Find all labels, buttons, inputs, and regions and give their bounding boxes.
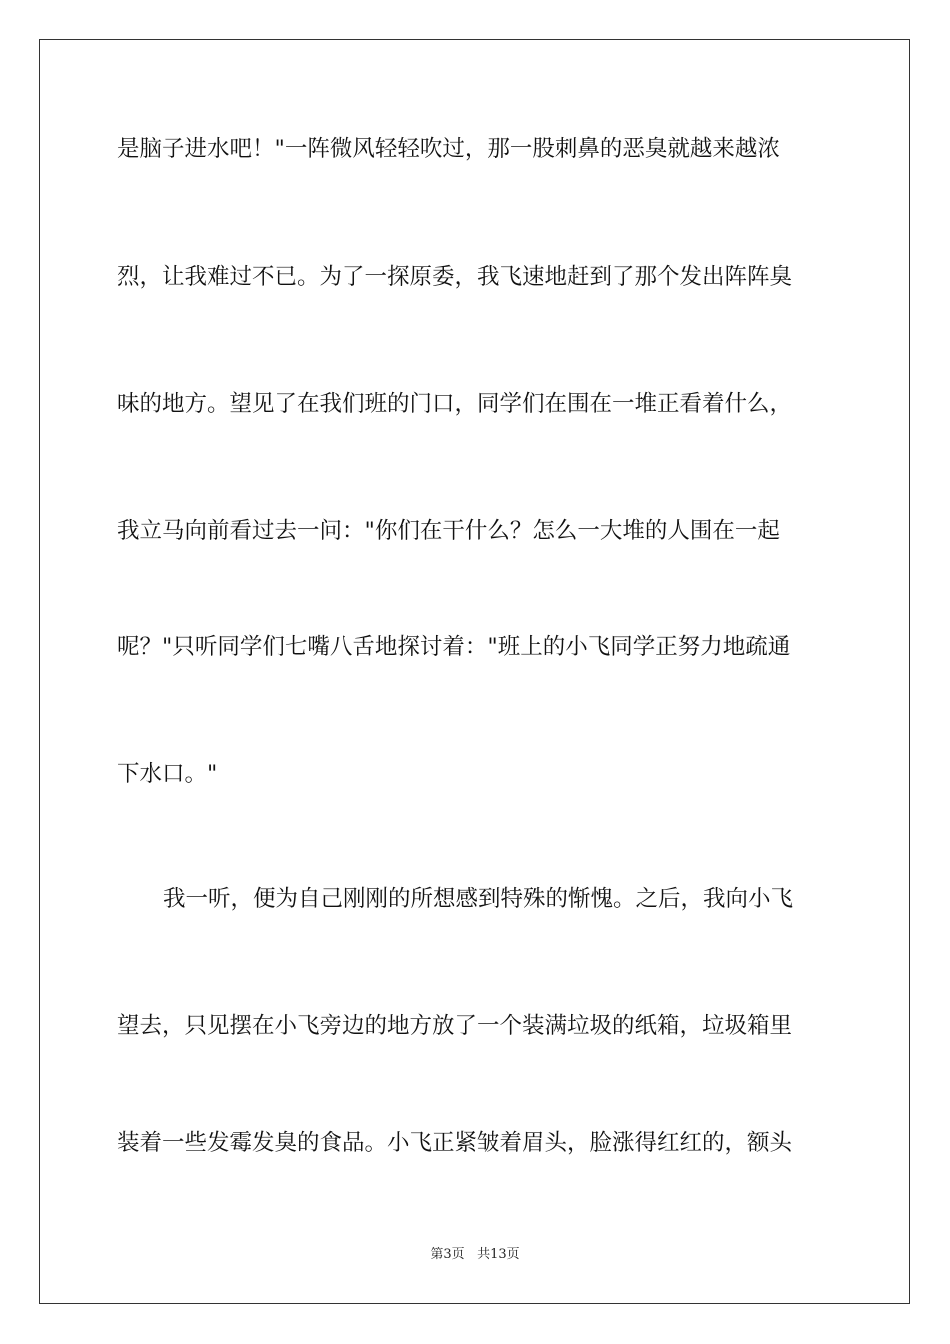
text-line-9: 装着一些发霉发臭的食品。小飞正紧皱着眉头，脸涨得红红的，额头 — [117, 1130, 793, 1156]
paragraph-start-line: 我一听，便为自己刚刚的所想感到特殊的惭愧。之后，我向小飞 — [163, 886, 794, 912]
text-line-6: 下水口。" — [117, 761, 218, 787]
page-footer — [0, 1246, 950, 1264]
text-line-3: 味的地方。望见了在我们班的门口，同学们在围在一堆正看着什么， — [117, 391, 793, 417]
text-line-2: 烈，让我难过不已。为了一探原委，我飞速地赶到了那个发出阵阵臭 — [117, 264, 793, 290]
page-total: 共13页 — [477, 1247, 520, 1262]
text-line-4: 我立马向前看过去一问："你们在干什么？怎么一大堆的人围在一起 — [117, 518, 780, 544]
page-number: 第3页 — [430, 1247, 465, 1262]
page-border — [39, 39, 910, 1304]
text-line-5: 呢？"只听同学们七嘴八舌地探讨着："班上的小飞同学正努力地疏通 — [117, 634, 791, 660]
text-line-1: 是脑子进水吧！"一阵微风轻轻吹过，那一股刺鼻的恶臭就越来越浓 — [117, 136, 780, 162]
text-line-8: 望去，只见摆在小飞旁边的地方放了一个装满垃圾的纸箱，垃圾箱里 — [117, 1013, 793, 1039]
